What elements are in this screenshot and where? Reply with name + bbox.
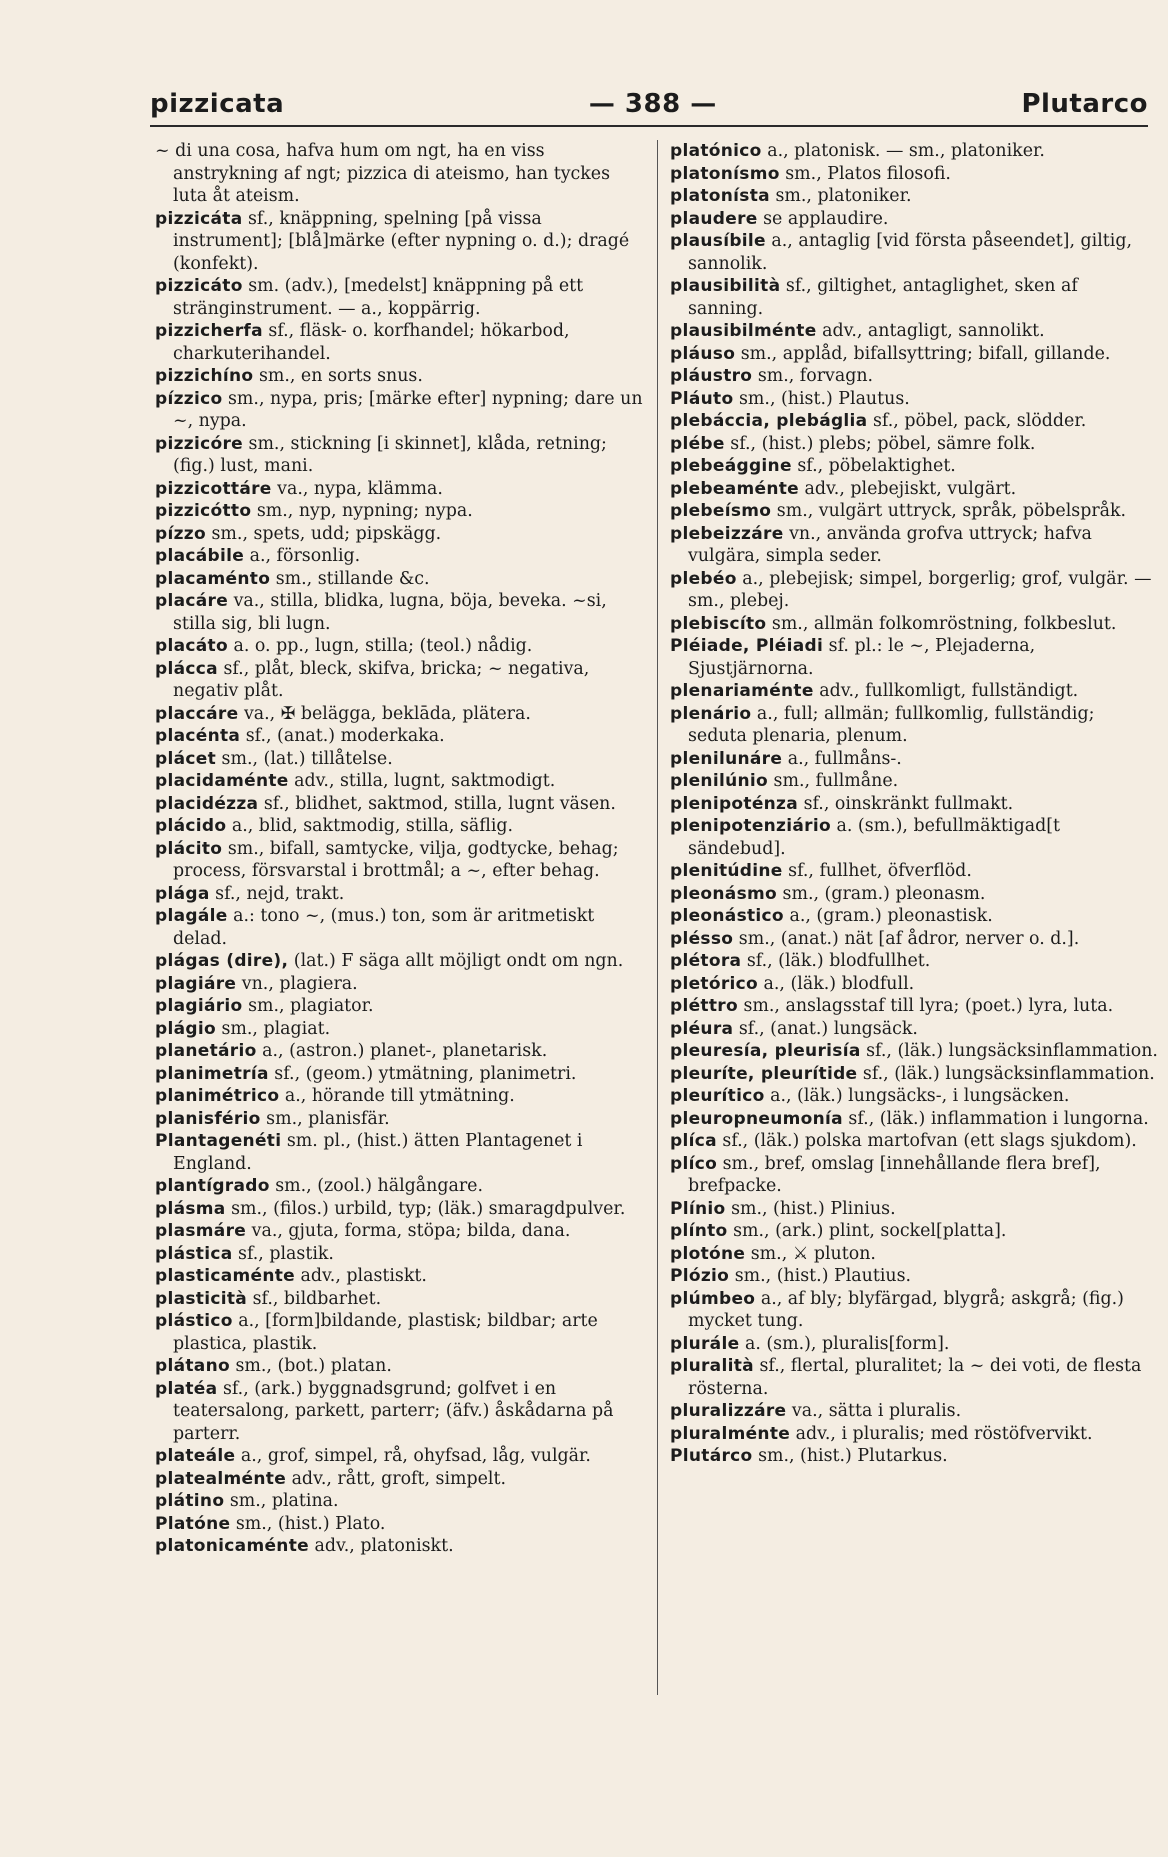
headword: plurále [670,1333,740,1354]
dictionary-entry [155,995,643,1018]
definition: va., stilla, blidka, lugna, böja, beveka. ~si, stilla sig, bli lugn. [173,591,607,634]
definition: sm. pl., (hist.) ätten Plantagenet i England. [173,1131,583,1174]
dictionary-entry [155,478,643,501]
definition: sm., (ark.) plint, sockel[platta]. [733,1221,1007,1241]
dictionary-entry [670,1198,1158,1221]
dictionary-entry [155,1378,643,1446]
headword: pláustro [670,366,753,386]
dictionary-entry [155,1468,643,1491]
headword: platonísmo [670,163,780,184]
dictionary-entry [670,1220,1158,1243]
definition: vn., plagiera. [241,973,358,994]
headword: plausibilménte [670,321,817,341]
dictionary-entry [155,635,643,658]
definition: sm., plagiator. [248,996,374,1016]
dictionary-entry [155,1063,643,1086]
headword: platealménte [155,1468,287,1489]
definition: sf., flertal, pluralitet; la ~ dei voti, de flesta rösterna. [688,1356,1142,1399]
dictionary-entry [155,838,643,883]
headword: pleuresía, pleurisía [670,1041,861,1061]
definition: a., (astron.) planet-, planetarisk. [262,1041,548,1061]
headword: plástico [155,1311,233,1331]
dictionary-entry [670,410,1158,433]
headword: pláuso [670,343,736,364]
definition: vn., använda grofva uttryck; hafva vulgära, simpla seder. [688,523,1092,566]
headword: plúmbeo [670,1288,756,1309]
headword: plenilunáre [670,748,783,769]
definition: sm. (adv.), [medelst] knäppning på ett stränginstrument. — a., koppärrig. [173,276,584,319]
headword: plebeísmo [670,501,772,521]
headword: pízzo [155,523,206,544]
headword: Plínio [670,1198,726,1219]
definition: a. (sm.), befullmäktigad[t sändebud]. [688,816,1061,859]
headword: pízzico [155,388,223,409]
definition: a., [form]bildande, plastisk; bildbar; arte plastica, plastik. [173,1311,598,1354]
dictionary-entry [155,500,643,523]
headword: planimétrico [155,1086,280,1106]
dictionary-entry [155,658,643,703]
headword: placaménto [155,568,271,589]
dictionary-entry [670,1423,1158,1446]
definition: a., (läk.) blodfull. [763,973,915,994]
dictionary-entry [670,1355,1158,1400]
definition: sf., (anat.) lungsäck. [738,1018,918,1039]
headword: plácido [155,816,227,836]
definition: sf., bildbarhet. [252,1288,382,1309]
dictionary-entry [155,523,643,546]
headword: pluralménte [670,1423,791,1444]
definition: sm., nypa, pris; [märke efter] nypning; dare un ~, nypa. [173,388,643,431]
dictionary-entry [155,1175,643,1198]
definition: va., nypa, klämma. [277,478,443,499]
dictionary-entry [670,1265,1158,1288]
headword: pléura [670,1018,734,1039]
dictionary-entry [670,230,1158,275]
definition: a., fullmåns-. [787,748,902,769]
dictionary-entry [155,1130,643,1175]
headword: platonísta [670,186,770,206]
dictionary-entry [155,950,643,973]
dictionary-entry [670,770,1158,793]
dictionary-entry [155,208,643,276]
headword: plágio [155,1018,216,1039]
definition: sm., stillande &c. [275,568,430,589]
dictionary-entry [155,973,643,996]
dictionary-entry [155,1288,643,1311]
definition: a., full; allmän; fullkomlig, fullständig; seduta plenaria, plenum. [688,703,1095,746]
headword: plagiáre [155,973,237,994]
definition: sm., platoniker. [775,186,912,206]
dictionary-entry [670,388,1158,411]
headword: plástica [155,1243,233,1264]
dictionary-entry [670,1288,1158,1333]
headword: pleonásmo [670,883,777,904]
dictionary-entry [155,1535,643,1558]
definition: a. o. pp., lugn, stilla; (teol.) nådig. [233,636,533,656]
headword: plaudere [670,208,758,229]
dictionary-entry [670,815,1158,860]
definition: sm., (filos.) urbild, typ; (läk.) smaragdpulver. [231,1198,626,1219]
definition: se applaudire. [763,208,889,229]
dictionary-entry [670,635,1158,680]
headword: planetário [155,1041,257,1061]
dictionary-entry [155,1108,643,1131]
definition: adv., fullkomligt, fullständigt. [819,681,1079,701]
definition: adv., antagligt, sannolikt. [822,321,1045,341]
definition: adv., plebejiskt, vulgärt. [804,478,1017,499]
headword: pizzicáto [155,276,243,296]
dictionary-entry [155,703,643,726]
definition: sf., (ark.) byggnadsgrund; golfvet i en teatersalong, parkett, parterr; (äfv.) åskådarna på parterr. [173,1378,614,1444]
dictionary-entry [670,1063,1158,1086]
definition: sf., plåt, bleck, skifva, bricka; ~ negativa, negativ plåt. [173,658,590,701]
headword: plébe [670,433,725,454]
definition: adv., rått, groft, simpelt. [291,1468,506,1489]
definition: sf., (läk.) lungsäcksinflammation. [862,1063,1155,1084]
headword: plagiário [155,996,243,1016]
definition: a., platonisk. — sm., platoniker. [767,141,1045,161]
dictionary-entry [670,500,1158,523]
headword: plínto [670,1221,728,1241]
dictionary-entry [155,883,643,906]
headword: Platóne [155,1513,231,1534]
definition: sf., blidhet, saktmod, stilla, lugnt väsen. [263,793,616,814]
dictionary-entry [155,433,643,478]
definition: sm., planisfär. [266,1108,390,1129]
dictionary-entry [670,455,1158,478]
headword: placábile [155,546,245,566]
headword: plácet [155,748,217,769]
definition: sm., plagiat. [221,1018,331,1039]
headword: pleuríte, pleurítide [670,1063,858,1084]
dictionary-entry [670,275,1158,320]
headword: plausibilità [670,276,781,296]
dictionary-entry [670,950,1158,973]
definition: sf., (läk.) polska martofvan (ett slags sjukdom). [722,1131,1137,1151]
definition: adv., stilla, lugnt, saktmodigt. [294,771,556,791]
headword: pléttro [670,996,738,1016]
dictionary-entry [670,680,1158,703]
dictionary-entry [155,545,643,568]
dictionary-entry [670,1445,1158,1468]
definition: sf., (anat.) moderkaka. [245,726,445,746]
definition: sm., (hist.) Plautus. [739,388,910,409]
headword: planisfério [155,1108,261,1129]
definition: (lat.) F säga allt möjligt ondt om ngn. [293,951,624,971]
definition: sf. pl.: le ~, Plejaderna, Sjustjärnorna. [688,636,1036,679]
dictionary-entry [155,1355,643,1378]
definition: a., af bly; blyfärgad, blygrå; askgrå; (fig.) mycket tung. [688,1288,1124,1331]
dictionary-entry [670,185,1158,208]
definition: a., hörande till ytmätning. [284,1086,515,1106]
headword: pleuropneumonía [670,1108,843,1129]
headword: pleurítico [670,1086,765,1106]
definition: sm., (zool.) hälgångare. [275,1176,483,1196]
headword: plága [155,883,210,904]
definition: sm., stickning [i skinnet], klåda, retning; (fig.) lust, mani. [173,433,607,476]
dictionary-entry [155,1490,643,1513]
definition: a., försonlig. [249,546,361,566]
dictionary-entry [670,523,1158,568]
headword: plantígrado [155,1176,270,1196]
definition: sf., oinskränkt fullmakt. [803,793,1014,814]
definition: sm., bifall, samtycke, vilja, godtycke, behag; process, försvarstal i brottmål; a ~, efter behag. [173,838,619,881]
definition: a. (sm.), pluralis[form]. [744,1333,950,1354]
headword: pizzicótto [155,501,252,521]
definition: sm., (hist.) Plato. [235,1513,386,1534]
headword: plenilúnio [670,771,768,791]
dictionary-entry [670,1040,1158,1063]
definition: sm., fullmåne. [773,771,899,791]
dictionary-entry [670,478,1158,501]
dictionary-entry [670,343,1158,366]
header-left-guideword: pizzicata [150,89,285,119]
page-number: — 388 — [588,89,717,119]
dictionary-entry [670,1153,1158,1198]
dictionary-entry [670,1130,1158,1153]
headword: plenipotenziário [670,816,831,836]
headword: placáre [155,591,229,611]
right-column [670,140,1158,1468]
dictionary-entry [155,1310,643,1355]
dictionary-entry [670,433,1158,456]
definition: sf., knäppning, spelning [på vissa instrument]; [blå]märke (efter nypning o. d.); dragé (konfekt). [173,208,630,274]
definition: sm., en sorts snus. [258,366,423,386]
dictionary-entry [155,770,643,793]
column-divider [657,140,658,1695]
definition: sf., (hist.) plebs; pöbel, sämre folk. [730,433,1036,454]
dictionary-entry [670,568,1158,613]
definition: sm., ⚔ pluton. [750,1243,876,1264]
headword: plebiscíto [670,613,767,634]
dictionary-entry [670,1018,1158,1041]
dictionary-entry [155,1265,643,1288]
headword: Plózio [670,1266,730,1286]
dictionary-entry [670,208,1158,231]
headword: plasticaménte [155,1266,295,1286]
dictionary-entry [155,725,643,748]
headword: pletórico [670,973,758,994]
headword: pleonástico [670,906,784,926]
definition: sm., (hist.) Plinius. [731,1198,896,1219]
dictionary-entry [155,748,643,771]
dictionary-entry [670,703,1158,748]
definition: sm., Platos filosofi. [785,163,951,184]
headword: plebeizzáre [670,523,784,544]
headword: planimetría [155,1063,269,1084]
definition: sf., pöbel, pack, slödder. [873,411,1087,431]
headword: placcáre [155,703,239,724]
definition: sm., (gram.) pleonasm. [782,883,986,904]
headword: plíco [670,1153,718,1174]
dictionary-entry [670,748,1158,771]
dictionary-entry [155,388,643,433]
dictionary-entry [670,860,1158,883]
dictionary-entry [670,140,1158,163]
headword: platonicaménte [155,1536,309,1556]
headword: plenitúdine [670,861,783,881]
headword: pizzicáta [155,208,243,229]
definition: va., sätta i pluralis. [791,1401,962,1421]
definition: sf., giltighet, antaglighet, sken af sanning. [688,276,1078,319]
definition: a., (gram.) pleonastisk. [789,906,993,926]
header-rule [150,125,1148,127]
dictionary-entry [670,613,1158,636]
definition: sf., fullhet, öfverflöd. [788,861,972,881]
headword: plebeaménte [670,478,799,499]
definition: va., ✠ belägga, beklāda, plätera. [243,703,531,724]
dictionary-entry [155,1040,643,1063]
headword: plágas (dire), [155,951,289,971]
definition: adv., platoniskt. [314,1536,454,1556]
definition: sf., (läk.) inflammation i lungorna. [848,1108,1149,1129]
headword: plétora [670,951,742,971]
page-header [150,84,1148,124]
dictionary-entry [670,1085,1158,1108]
headword: pizzicherfa [155,321,263,341]
definition: sm., platina. [229,1491,339,1511]
dictionary-entry [155,1220,643,1243]
dictionary-entry [670,1243,1158,1266]
headword: plátano [155,1356,230,1376]
headword: placáto [155,636,228,656]
headword: plátino [155,1491,225,1511]
dictionary-entry [155,275,643,320]
dictionary-entry [155,1513,643,1536]
headword: platéa [155,1378,218,1399]
dictionary-entry [155,1243,643,1266]
headword: plasticità [155,1288,248,1309]
definition: adv., i pluralis; med röstöfvervikt. [795,1423,1093,1444]
headword: platónico [670,141,762,161]
dictionary-entry [670,883,1158,906]
headword: pizzichíno [155,366,254,386]
definition: a.: tono ~, (mus.) ton, som är aritmetiskt delad. [173,906,595,949]
left-column [155,140,643,1558]
dictionary-entry [670,1333,1158,1356]
headword: pluralizzáre [670,1401,787,1421]
headword: Pláuto [670,388,734,409]
dictionary-entry [155,905,643,950]
headword: plasmáre [155,1221,247,1241]
header-right-guideword: Plutarco [1021,89,1148,119]
definition: sm., forvagn. [757,366,874,386]
definition: sf., (läk.) blodfullhet. [746,951,931,971]
headword: pluralità [670,1356,754,1376]
dictionary-entry [155,1445,643,1468]
headword: plenipoténza [670,793,799,814]
headword: Pléiade, Pléiadi [670,636,824,656]
dictionary-entry [155,793,643,816]
dictionary-entry [670,973,1158,996]
headword: plagále [155,906,228,926]
definition: sf., (läk.) lungsäcksinflammation. [866,1041,1158,1061]
definition: a., plebejisk; simpel, borgerlig; grof, vulgär. — sm., plebej. [688,568,1152,611]
headword: plebéo [670,568,737,589]
dictionary-entry [670,1400,1158,1423]
headword: plotóne [670,1243,746,1264]
definition: sf., (geom.) ytmätning, planimetri. [274,1063,577,1084]
dictionary-entry [155,140,643,208]
definition: sm., (hist.) Plutarkus. [758,1446,948,1466]
headword: plateále [155,1446,236,1466]
definition: a., antaglig [vid första påseendet], giltig, sannolik. [688,231,1132,274]
dictionary-entry [155,568,643,591]
dictionary-entry [670,163,1158,186]
dictionary-entry [155,1018,643,1041]
dictionary-entry [155,1085,643,1108]
headword: plácito [155,838,223,859]
headword: plásma [155,1198,226,1219]
definition: sf., nejd, trakt. [215,883,345,904]
headword: plésso [670,928,734,949]
dictionary-entry [670,928,1158,951]
dictionary-entry [670,1108,1158,1131]
headword: plebeággine [670,456,792,476]
definition: a., blid, saktmodig, stilla, säflig. [231,816,514,836]
dictionary-entry [155,590,643,635]
definition: ~ di una cosa, hafva hum om ngt, ha en viss anstrykning af ngt; pizzica di ateismo, han tyckes luta åt ateism. [155,141,611,206]
definition: sf., fläsk- o. korfhandel; hökarbod, charkuterihandel. [173,321,570,364]
definition: sm., (hist.) Plautius. [734,1266,912,1286]
headword: plebáccia, plebáglia [670,411,868,431]
headword: plenariaménte [670,681,814,701]
headword: plenário [670,703,752,724]
definition: sm., spets, udd; pipskägg. [211,523,442,544]
definition: sm., (bot.) platan. [235,1356,392,1376]
headword: placidaménte [155,771,289,791]
dictionary-entry [670,365,1158,388]
definition: sm., vulgärt uttryck, språk, pöbelspråk. [776,501,1127,521]
dictionary-entry [155,320,643,365]
headword: pizzicottáre [155,478,272,499]
dictionary-entry [670,793,1158,816]
definition: sm., (anat.) nät [af ådror, nerver o. d.]. [738,928,1080,949]
definition: a., (läk.) lungsäcks-, i lungsäcken. [770,1086,1070,1106]
headword: pizzicóre [155,433,243,454]
definition: sm., (lat.) tillåtelse. [221,748,393,769]
definition: sm., applåd, bifallsyttring; bifall, gillande. [740,343,1111,364]
definition: sm., bref, omslag [innehållande flera bref], brefpacke. [688,1153,1101,1196]
headword: plausíbile [670,231,766,251]
dictionary-entry [670,995,1158,1018]
definition: sf., plastik. [238,1243,334,1264]
definition: sf., pöbelaktighet. [797,456,956,476]
definition: sm., allmän folkomröstning, folkbeslut. [771,613,1117,634]
dictionary-entry [670,320,1158,343]
dictionary-entry [670,905,1158,928]
definition: sm., nyp, nypning; nypa. [256,501,473,521]
definition: sm., anslagsstaf till lyra; (poet.) lyra, luta. [743,996,1114,1016]
definition: a., grof, simpel, rå, ohyfsad, låg, vulgär. [240,1446,591,1466]
headword: plíca [670,1131,717,1151]
dictionary-entry [155,365,643,388]
dictionary-entry [155,815,643,838]
headword: Plutárco [670,1446,753,1466]
definition: va., gjuta, forma, stöpa; bilda, dana. [251,1221,571,1241]
definition: adv., plastiskt. [300,1266,427,1286]
headword: placénta [155,726,241,746]
headword: placidézza [155,793,259,814]
headword: Plantagenéti [155,1131,282,1151]
headword: plácca [155,658,218,679]
dictionary-entry [155,1198,643,1221]
